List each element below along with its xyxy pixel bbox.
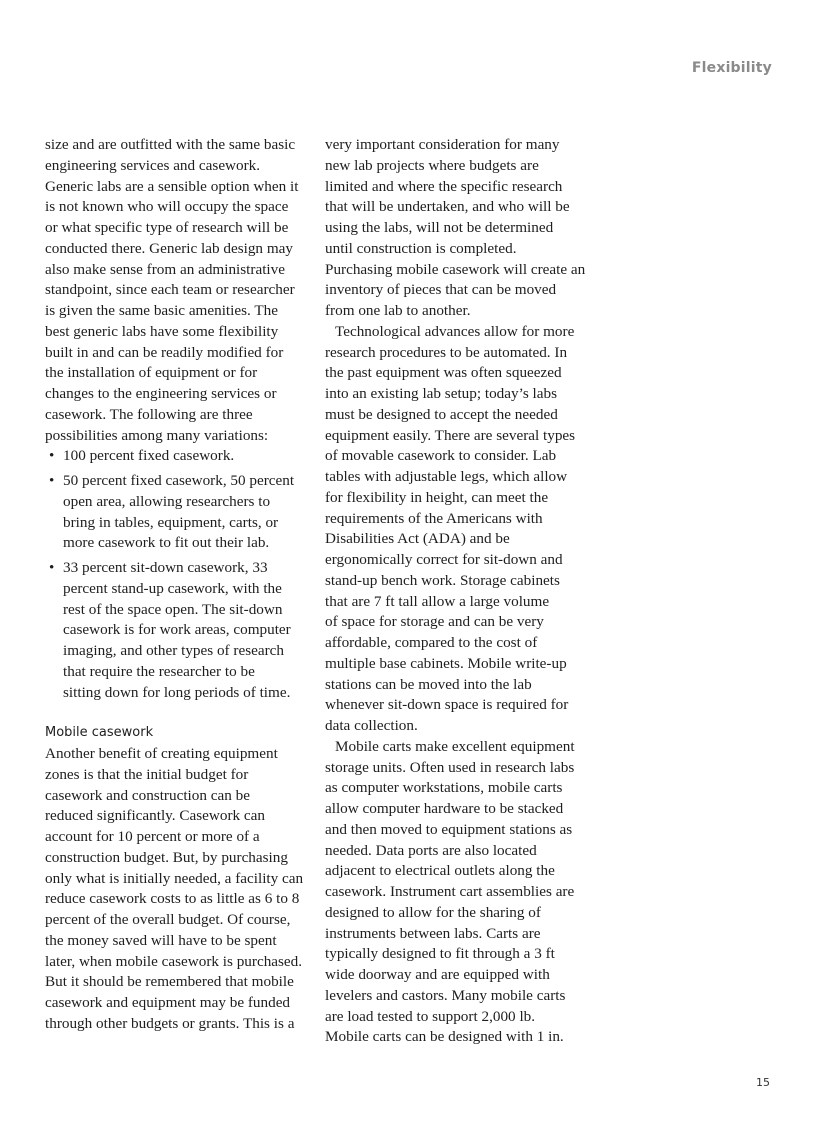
text-line: new lab projects where budgets are [325, 156, 539, 174]
text-line: Disabilities Act (ADA) and be [325, 530, 510, 548]
section-paragraph [45, 744, 307, 1035]
text-line: research procedures to be automated. In [325, 343, 568, 361]
text-line: Generic labs are a sensible option when it [45, 177, 299, 195]
text-line: 100 percent fixed casework. [63, 447, 235, 465]
text-line: requirements of the Americans with [325, 509, 543, 527]
text-line: sitting down for long periods of time. [63, 683, 291, 701]
text-line: best generic labs have some flexibility [45, 322, 279, 340]
text-line: Mobile carts can be designed with 1 in. [325, 1028, 564, 1046]
text-line: instruments between labs. Carts are [325, 924, 541, 942]
text-line: the money saved will have to be spent [45, 931, 277, 949]
text-line: stand-up bench work. Storage cabinets [325, 571, 560, 589]
page-number: 15 [756, 1076, 770, 1089]
text-line: adjacent to electrical outlets along the [325, 862, 555, 880]
text-line: Another benefit of creating equipment [45, 745, 278, 762]
text-line: levelers and castors. Many mobile carts [325, 986, 566, 1004]
text-line: very important consideration for many [325, 136, 560, 153]
running-head: Flexibility [691, 60, 772, 76]
text-line: using the labs, will not be determined [325, 219, 554, 236]
text-line: conducted there. Generic lab design may [45, 239, 293, 257]
text-line: bring in tables, equipment, carts, or [63, 513, 279, 531]
text-line: Technological advances allow for more [335, 322, 575, 340]
text-line: imaging, and other types of research [63, 642, 284, 659]
text-line: casework. Instrument cart assemblies are [325, 883, 575, 900]
text-line: the past equipment was often squeezed [325, 364, 562, 382]
text-line: Mobile carts make excellent equipment [335, 737, 575, 755]
text-line: as computer workstations, mobile carts [325, 779, 563, 797]
bullet-icon: • [49, 472, 55, 489]
text-line: are load tested to support 2,000 lb. [325, 1007, 536, 1025]
paragraph-3 [325, 737, 591, 1048]
paragraph-1 [325, 135, 591, 322]
text-line: But it should be remembered that mobile [45, 973, 294, 991]
text-line: built in and can be readily modified for [45, 343, 284, 361]
intro-paragraph [45, 135, 307, 446]
text-line: only what is initially needed, a facility can [45, 869, 304, 887]
text-line: 33 percent sit-down casework, 33 [63, 559, 268, 576]
text-line: tables with adjustable legs, which allow [325, 468, 568, 485]
text-line: needed. Data ports are also located [325, 841, 537, 859]
text-line: storage units. Often used in research labs [325, 758, 575, 776]
text-line: of space for storage and can be very [325, 613, 544, 631]
left-column [45, 135, 307, 1035]
text-line: wide doorway and are equipped with [325, 966, 550, 983]
text-line: for flexibility in height, can meet the [325, 488, 549, 506]
list-item [45, 446, 307, 467]
bullet-list [45, 446, 307, 703]
section-heading: Mobile casework [45, 725, 154, 741]
text-line: into an existing lab setup; today’s labs [325, 385, 558, 402]
text-line: multiple base cabinets. Mobile write-up [325, 654, 567, 672]
text-line: inventory of pieces that can be moved [325, 281, 557, 299]
text-line: reduce casework costs to as little as 6 to 8 [45, 890, 300, 908]
text-line: ergonomically correct for sit-down and [325, 551, 563, 568]
text-line: also make sense from an administrative [45, 260, 285, 278]
text-line: zones is that the initial budget for [45, 765, 249, 783]
text-line: the installation of equipment or for [45, 364, 258, 382]
text-line: percent of the overall budget. Of course, [45, 911, 291, 928]
text-line: casework is for work areas, computer [63, 621, 291, 639]
text-line: until construction is completed. [325, 239, 517, 257]
text-line: casework and construction can be [45, 786, 250, 804]
text-line: 50 percent fixed casework, 50 percent [63, 472, 295, 489]
text-line: of movable casework to consider. Lab [325, 447, 557, 465]
text-line: allow computer hardware to be stacked [325, 800, 564, 817]
text-line: or what specific type of research will be [45, 219, 289, 236]
text-line: later, when mobile casework is purchased. [45, 952, 303, 970]
text-line: must be designed to accept the needed [325, 405, 558, 423]
text-line: open area, allowing researchers to [63, 492, 271, 510]
text-line: standpoint, since each team or researcher [45, 281, 295, 299]
text-line: that are 7 ft tall allow a large volume [325, 592, 550, 610]
text-line: casework and equipment may be funded [45, 994, 291, 1011]
text-line: stations can be moved into the lab [325, 675, 532, 693]
text-line: that require the researcher to be [63, 662, 255, 680]
text-line: size and are outfitted with the same basic [45, 136, 296, 153]
text-line: typically designed to fit through a 3 ft [325, 945, 555, 963]
text-line: more casework to fit out their lab. [63, 534, 270, 552]
paragraph-2 [325, 322, 591, 737]
text-line: is given the same basic amenities. The [45, 302, 278, 319]
text-line: from one lab to another. [325, 302, 471, 319]
text-line: account for 10 percent or more of a [45, 828, 260, 845]
text-line: data collection. [325, 717, 418, 734]
text-line: Purchasing mobile casework will create an [325, 260, 586, 278]
text-line: casework. The following are three [45, 405, 253, 423]
text-line: construction budget. But, by purchasing [45, 848, 288, 866]
list-item [45, 558, 307, 703]
text-line: whenever sit-down space is required for [325, 696, 569, 714]
right-column [325, 135, 591, 1048]
text-line: rest of the space open. The sit-down [63, 600, 283, 618]
text-line: and then moved to equipment stations as [325, 820, 573, 838]
text-line: affordable, compared to the cost of [325, 634, 538, 651]
text-line: designed to allow for the sharing of [325, 903, 541, 921]
text-line: reduced significantly. Casework can [45, 807, 265, 825]
text-line: percent stand-up casework, with the [63, 579, 282, 597]
text-line: engineering services and casework. [45, 156, 261, 174]
text-line: limited and where the specific research [325, 177, 563, 195]
text-line: possibilities among many variations: [45, 426, 269, 444]
text-line: equipment easily. There are several types [325, 426, 576, 444]
text-line: that will be undertaken, and who will be [325, 198, 570, 216]
bullet-icon: • [49, 447, 55, 465]
bullet-icon: • [49, 559, 55, 576]
list-item [45, 471, 307, 554]
text-line: is not known who will occupy the space [45, 198, 289, 216]
text-line: through other budgets or grants. This is a [45, 1014, 295, 1032]
text-line: changes to the engineering services or [45, 385, 277, 402]
